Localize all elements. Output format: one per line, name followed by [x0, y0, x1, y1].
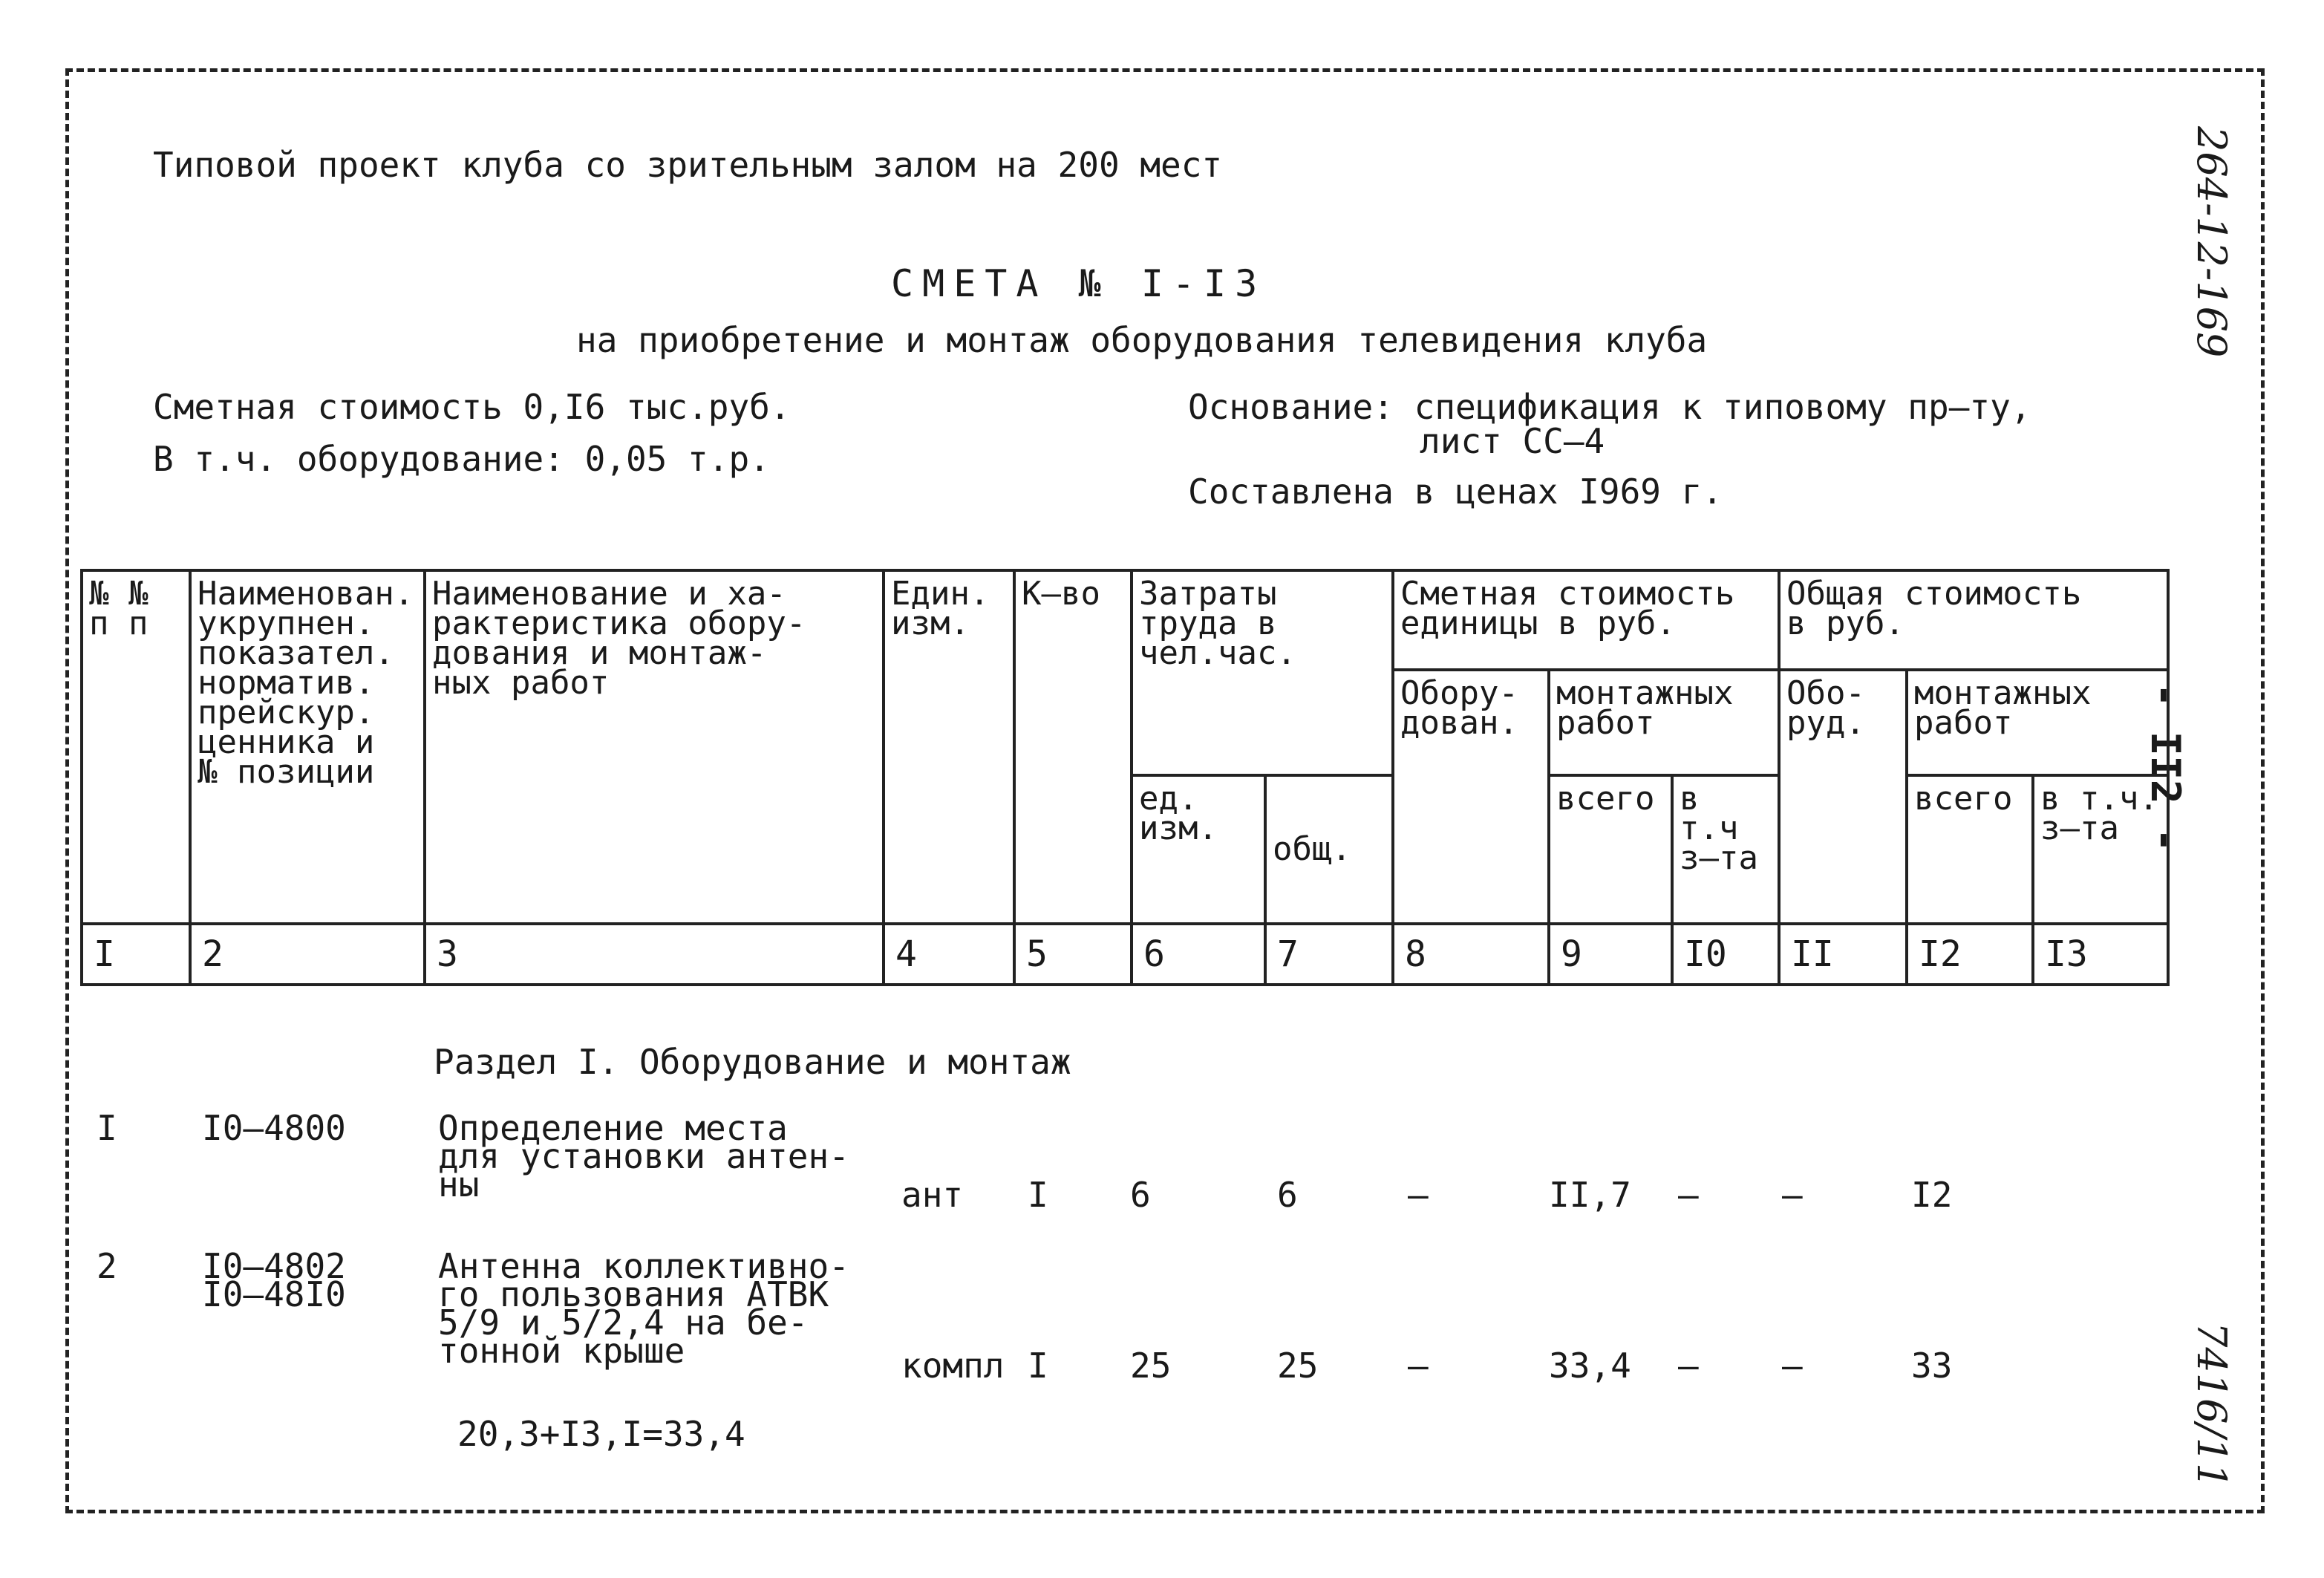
cost-line: Сметная стоимость 0,I6 тыс.руб.	[153, 387, 791, 427]
estimate-table-header	[80, 569, 2170, 986]
col-number: 8	[1393, 924, 1549, 985]
row-calculation: 20,3+I3,I=33,4	[457, 1414, 745, 1454]
basis-sheet: лист СС–4	[1420, 421, 1605, 461]
hdr-total-equip: Обо- руд.	[1779, 670, 1907, 924]
row-equip: –	[1408, 1175, 1429, 1215]
col-number: 3	[425, 924, 884, 985]
row-code: I0–4800	[202, 1108, 346, 1148]
hdr-unit-equip: Обору- дован.	[1393, 670, 1549, 924]
hdr-total-install: монтажных работ	[1907, 670, 2168, 775]
hdr-labor: Затраты труда в чел.час.	[1132, 570, 1393, 775]
row-labor-total: 25	[1277, 1346, 1319, 1386]
page-mark: - II2 -	[2142, 683, 2189, 852]
row-number: I	[97, 1108, 117, 1148]
doc-subtitle: на приобретение и монтаж оборудования телевидения клуба	[576, 320, 1708, 360]
col-number: 7	[1265, 924, 1393, 985]
row-name: Определение места для установки антен- ны	[438, 1108, 849, 1204]
row-unit: ант	[901, 1175, 964, 1215]
col-number: I	[82, 924, 190, 985]
hdr-unit-install-wage: в т.ч з–та	[1672, 775, 1779, 924]
col-number: 2	[190, 924, 425, 985]
equipment-line: В т.ч. оборудование: 0,05 т.р.	[153, 439, 770, 479]
doc-title: СМЕТА № I-I3	[891, 262, 1267, 305]
row-labor-total: 6	[1277, 1175, 1298, 1215]
row-install: 33,4	[1549, 1346, 1631, 1386]
row-install: II,7	[1549, 1175, 1631, 1215]
row-name: Антенна коллективно- го пользования АТВК 5/9 и 5/2,4 на бе- тонной крыше	[438, 1246, 849, 1371]
row-equip: –	[1408, 1346, 1429, 1386]
row-qty: I	[1028, 1175, 1048, 1215]
project-title: Типовой проект клуба со зрительным залом на 200 мест	[153, 145, 1223, 185]
col-number: 5	[1014, 924, 1132, 985]
hdr-total-cost: Общая стоимость в руб.	[1779, 570, 2168, 670]
prices-line: Составлена в ценах I969 г.	[1188, 472, 1723, 512]
col-number: I3	[2033, 924, 2168, 985]
hdr-unit-cost: Сметная стоимость единицы в руб.	[1393, 570, 1779, 670]
row-total-equip: –	[1782, 1175, 1803, 1215]
col-number: 4	[884, 924, 1014, 985]
row-total-install: I2	[1911, 1175, 1953, 1215]
basis-line: Основание: спецификация к типовому пр–ту,	[1188, 387, 2031, 427]
hdr-total-install-wage: в т.ч. з–та	[2033, 775, 2168, 924]
hdr-labor-total: общ.	[1265, 775, 1393, 924]
col-number: 9	[1549, 924, 1672, 985]
row-number: 2	[97, 1246, 117, 1286]
col-number: I2	[1907, 924, 2033, 985]
row-total-install: 33	[1911, 1346, 1953, 1386]
row-labor-unit: 6	[1130, 1175, 1151, 1215]
row-unit: компл	[901, 1346, 1005, 1386]
row-labor-unit: 25	[1130, 1346, 1172, 1386]
hdr-unit-install: монтажных работ	[1549, 670, 1779, 775]
hdr-norm-code: Наименован. укрупнен. показател. норматив. прейскур. ценника и № позиции	[190, 570, 425, 924]
bottom-code: 7416/11	[2188, 1322, 2235, 1489]
row-total-equip: –	[1782, 1346, 1803, 1386]
hdr-quantity: К–во	[1014, 570, 1132, 924]
hdr-total-install-total: всего	[1907, 775, 2033, 924]
section-title: Раздел I. Оборудование и монтаж	[434, 1042, 1071, 1082]
row-code: I0–4802 I0–48I0	[202, 1246, 346, 1314]
hdr-unit-install-total: всего	[1549, 775, 1672, 924]
col-number: 6	[1132, 924, 1265, 985]
row-qty: I	[1028, 1346, 1048, 1386]
top-code: 264-12-169	[2188, 126, 2235, 358]
hdr-row-number: № № п п	[82, 570, 190, 924]
col-number: I0	[1672, 924, 1779, 985]
hdr-unit: Един. изм.	[884, 570, 1014, 924]
col-number: II	[1779, 924, 1907, 985]
row-wage: –	[1678, 1175, 1699, 1215]
hdr-description: Наименование и ха- рактеристика обору- дования и монтаж- ных работ	[425, 570, 884, 924]
row-wage: –	[1678, 1346, 1699, 1386]
hdr-labor-unit: ед. изм.	[1132, 775, 1265, 924]
